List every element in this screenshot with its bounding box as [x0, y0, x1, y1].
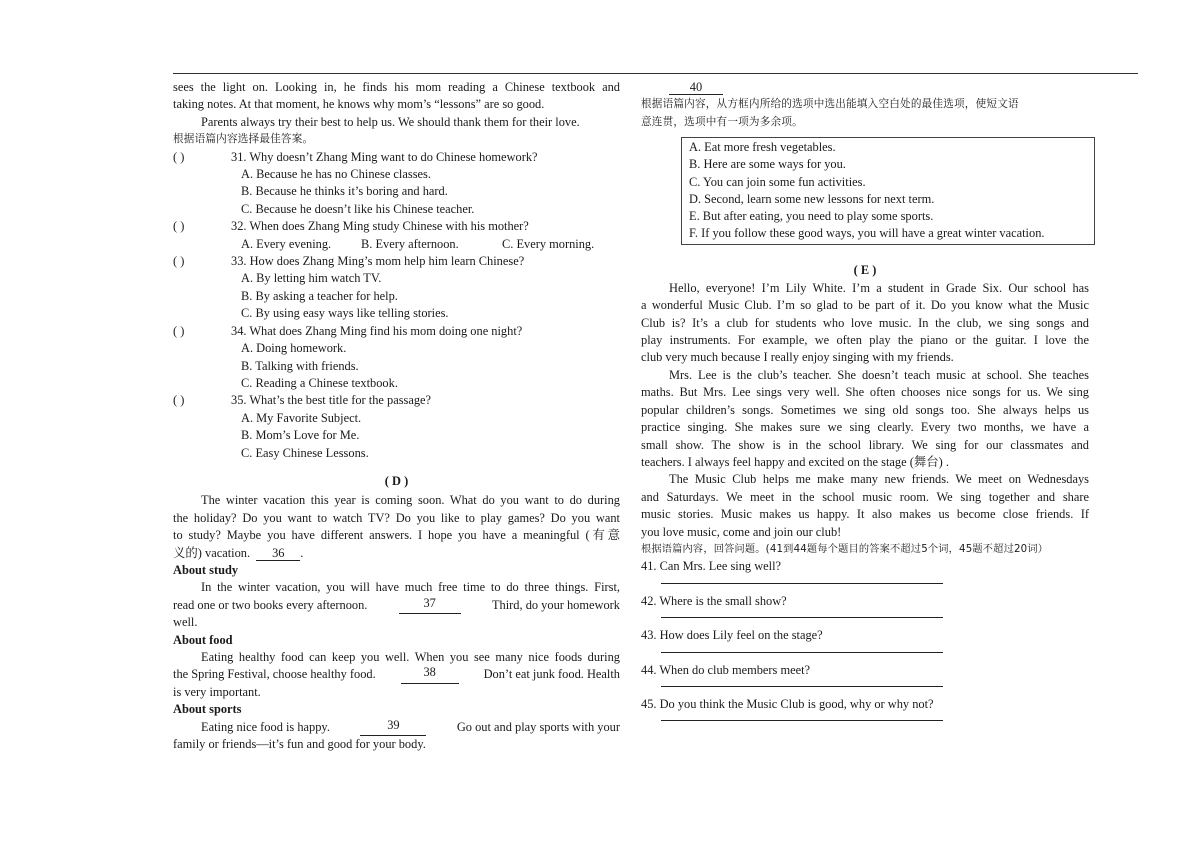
- sports-line: Go out and play sports with your: [456, 719, 620, 734]
- option-c: C. Because he doesn’t like his Chinese teacher.: [241, 201, 475, 216]
- passage-e-line: teachers. I always feel happy and excited on the stage (舞台) .: [641, 454, 949, 469]
- passage-e-line: music stories. Music makes us happy. It also makes us become close friends. If: [641, 507, 1089, 522]
- option-a: A. Because he has no Chinese classes.: [241, 167, 431, 182]
- question-32: [173, 218, 620, 253]
- heading-about-study: About study: [173, 562, 239, 577]
- answer-paren[interactable]: ( ): [173, 323, 185, 338]
- sports-line: family or friends—it’s fun and good for your body.: [173, 737, 426, 752]
- answer-line-44[interactable]: [661, 686, 943, 687]
- passage-d-line: 义的) vacation.: [173, 545, 251, 560]
- blank-37[interactable]: 37: [399, 597, 461, 614]
- options-box: [681, 137, 1095, 245]
- passage-c-line: taking notes. At that moment, he knows why mom’s “lessons” are so good.: [173, 97, 545, 112]
- box-option: F. If you follow these good ways, you will have a great winter vacation.: [689, 226, 1045, 241]
- question-33: [173, 253, 620, 323]
- option-b: B. By asking a teacher for help.: [241, 288, 398, 303]
- question-42: 42. Where is the small show?: [641, 593, 787, 608]
- option-c: C. Easy Chinese Lessons.: [241, 445, 369, 460]
- food-line: Eating healthy food can keep you well. When you see many nice foods during: [201, 650, 620, 664]
- top-rule: [173, 73, 1138, 74]
- study-line: well.: [173, 615, 198, 630]
- answer-paren[interactable]: ( ): [173, 393, 185, 408]
- answer-paren[interactable]: ( ): [173, 254, 185, 269]
- blank-39[interactable]: 39: [360, 719, 426, 736]
- passage-e-line: popular children’s songs. Sometimes we sing old songs too. She always helps us: [641, 402, 1089, 417]
- option-b: B. Every afternoon.: [361, 236, 459, 251]
- option-b: B. Mom’s Love for Me.: [241, 428, 360, 443]
- answer-line-42[interactable]: [661, 617, 943, 618]
- question-text: 34. What does Zhang Ming find his mom doing one night?: [231, 323, 523, 338]
- question-34: [173, 323, 620, 393]
- study-line: read one or two books every afternoon.: [173, 597, 368, 612]
- answer-line-41[interactable]: [661, 583, 943, 584]
- question-text: 35. What’s the best title for the passage?: [231, 393, 432, 408]
- box-option: E. But after eating, you need to play some sports.: [689, 209, 934, 224]
- heading-about-sports: About sports: [173, 702, 242, 717]
- passage-d-line: The winter vacation this year is coming soon. What do you want to do during: [201, 493, 620, 508]
- passage-e-line: maths. But Mrs. Lee sings very well. She often chooses nice songs for us. We sing: [641, 385, 1089, 400]
- question-text: 32. When does Zhang Ming study Chinese with his mother?: [231, 219, 529, 234]
- instruction-d: 根据语篇内容，从方框内所给的选项中选出能填入空白处的最佳选项，使短文语: [641, 98, 1019, 111]
- box-option: A. Eat more fresh vegetables.: [689, 140, 836, 155]
- answer-paren[interactable]: ( ): [173, 149, 185, 164]
- box-option: B. Here are some ways for you.: [689, 157, 846, 172]
- passage-e-line: a wonderful Music Club. I’m so glad to be part of it. Do you know what the Music: [641, 298, 1089, 313]
- passage-e-line: and Saturdays. We meet in the school music room. We sing together and share: [641, 489, 1089, 504]
- question-41: 41. Can Mrs. Lee sing well?: [641, 559, 782, 574]
- heading-about-food: About food: [173, 632, 233, 647]
- blank-38[interactable]: 38: [401, 666, 459, 683]
- question-45: 45. Do you think the Music Club is good, why or why not?: [641, 696, 934, 711]
- passage-e-line: you love music, come and join our club!: [641, 524, 842, 539]
- food-line: the Spring Festival, choose healthy food.: [173, 667, 376, 682]
- answer-line-43[interactable]: [661, 652, 943, 653]
- passage-e-line: small show. The show is in the school library. We sing for our classmates and: [641, 437, 1089, 452]
- passage-d-line: to study? Maybe you have different answers. I hope you have a meaningful (有意: [173, 528, 620, 543]
- option-a: A. Every evening.: [241, 236, 332, 251]
- answer-paren[interactable]: ( ): [173, 219, 185, 234]
- option-a: A. By letting him watch TV.: [241, 271, 382, 286]
- section-e-heading: ( E ): [853, 263, 877, 278]
- question-31: [173, 149, 620, 219]
- option-a: A. Doing homework.: [241, 341, 347, 356]
- answer-line-45[interactable]: [661, 720, 943, 721]
- option-c: C. Every morning.: [502, 236, 595, 251]
- passage-e-line: Mrs. Lee is the club’s teacher. She doesn’t teach music at school. She teaches: [669, 367, 1089, 382]
- instruction-c: 根据语篇内容选择最佳答案。: [173, 133, 314, 146]
- passage-c-line: Parents always try their best to help us. We should thank them for their love.: [201, 114, 580, 129]
- instruction-e: 根据语篇内容，回答问题。(41到44题每个题目的答案不超过5个词，45题不超过20词）: [641, 543, 1049, 555]
- passage-e-line: practice singing. She makes sure we sing clearly. Every two months, we have a: [641, 420, 1089, 435]
- left-column: sees the light on. Looking in, he finds his mom reading a Chinese textbook and taking notes. At that moment, he knows why mom’s “lessons” are so good. Parents always try their best to help us. We should thank them for their love. 根据语篇内容选择最佳答案。 ( ) 31. Why doesn’t Zhang Ming want to do Chinese homework? A. Because he has no Chinese classes. B. Because he thinks it’s boring and hard. C. Because he doesn’t like his Chinese teacher. ( ) 32. When does Zhang Ming study Chinese with his mother? A. Every evening. B. Every afternoon. C. Every morning. ( ) 33. How does Zhang Ming’s mom help him learn Chinese? A. By letting him watch TV. B. By asking a teacher for help. C. By using easy ways like telling stories. ( ) 34. What does Zhang Ming find his mom doing one night? A. Doing homework. B. Talking with friends. C. Reading a Chinese textbook. ( ) 35. What’s the best title for the passage? A. My Favorite Subject. B. Mom’s Love for Me. C. Easy Chinese Lessons. ( D ) The winter vacation this year is coming soon. What do you want to do during the holiday? Do you want to watch TV? Do you like to play games? Do you want to study? Maybe you have different answers. I hope you have a meaningful (有意 义的) vacation. 36 . About study In the winter vacation, you will have much free time to do three things. First, read one or two books every afternoon. 37 Third, do your homework well. About food Eating healthy food can keep you well. When you see many nice foods during the Spring Festival, choose healthy food. 38 Don’t eat junk food. Health is very important. About sports Eating nice food is happy. 39 Go out and play sports with your family or friends—it’s fun and good for your body.: [173, 79, 620, 753]
- question-35: [173, 392, 620, 462]
- passage-e-line: play instruments. For example, we often play the piano or the guitar. I love the: [641, 333, 1089, 348]
- option-b: B. Because he thinks it’s boring and hard.: [241, 184, 448, 199]
- study-line: Third, do your homework: [491, 597, 620, 612]
- right-column: [641, 79, 1089, 730]
- food-line: Don’t eat junk food. Health: [483, 667, 620, 682]
- passage-e-line: Hello, everyone! I’m Lily White. I’m a student in Grade Six. Our school has: [669, 280, 1089, 295]
- question-44: 44. When do club members meet?: [641, 662, 811, 677]
- question-text: 33. How does Zhang Ming’s mom help him learn Chinese?: [231, 254, 525, 269]
- passage-e-line: The Music Club helps me make many new friends. We meet on Wednesdays: [669, 472, 1089, 487]
- passage-c-line: sees the light on. Looking in, he finds his mom reading a Chinese textbook and: [173, 80, 620, 94]
- option-a: A. My Favorite Subject.: [241, 410, 362, 425]
- question-text: 31. Why doesn’t Zhang Ming want to do Chinese homework?: [231, 149, 538, 164]
- box-option: D. Second, learn some new lessons for next term.: [689, 191, 935, 206]
- passage-e-line: Club is? It’s a club for students who love music. In the club, we sing songs and: [641, 315, 1089, 330]
- question-43: 43. How does Lily feel on the stage?: [641, 628, 823, 643]
- option-c: C. Reading a Chinese textbook.: [241, 375, 398, 390]
- box-option: C. You can join some fun activities.: [689, 174, 866, 189]
- passage-e-line: club very much because I really enjoy singing with my friends.: [641, 350, 954, 365]
- study-line: In the winter vacation, you will have much free time to do three things. First,: [201, 580, 620, 595]
- blank-36[interactable]: 36: [256, 547, 300, 561]
- passage-d-line: the holiday? Do you want to watch TV? Do you like to play games? Do you want: [173, 510, 620, 525]
- option-b: B. Talking with friends.: [241, 358, 359, 373]
- blank-40[interactable]: 40: [669, 81, 723, 95]
- section-d-heading: ( D ): [384, 473, 409, 488]
- option-c: C. By using easy ways like telling stories.: [241, 306, 449, 321]
- instruction-d: 意连贯，选项中有一项为多余项。: [641, 115, 803, 128]
- food-line: is very important.: [173, 684, 261, 699]
- sports-line: Eating nice food is happy.: [201, 719, 330, 734]
